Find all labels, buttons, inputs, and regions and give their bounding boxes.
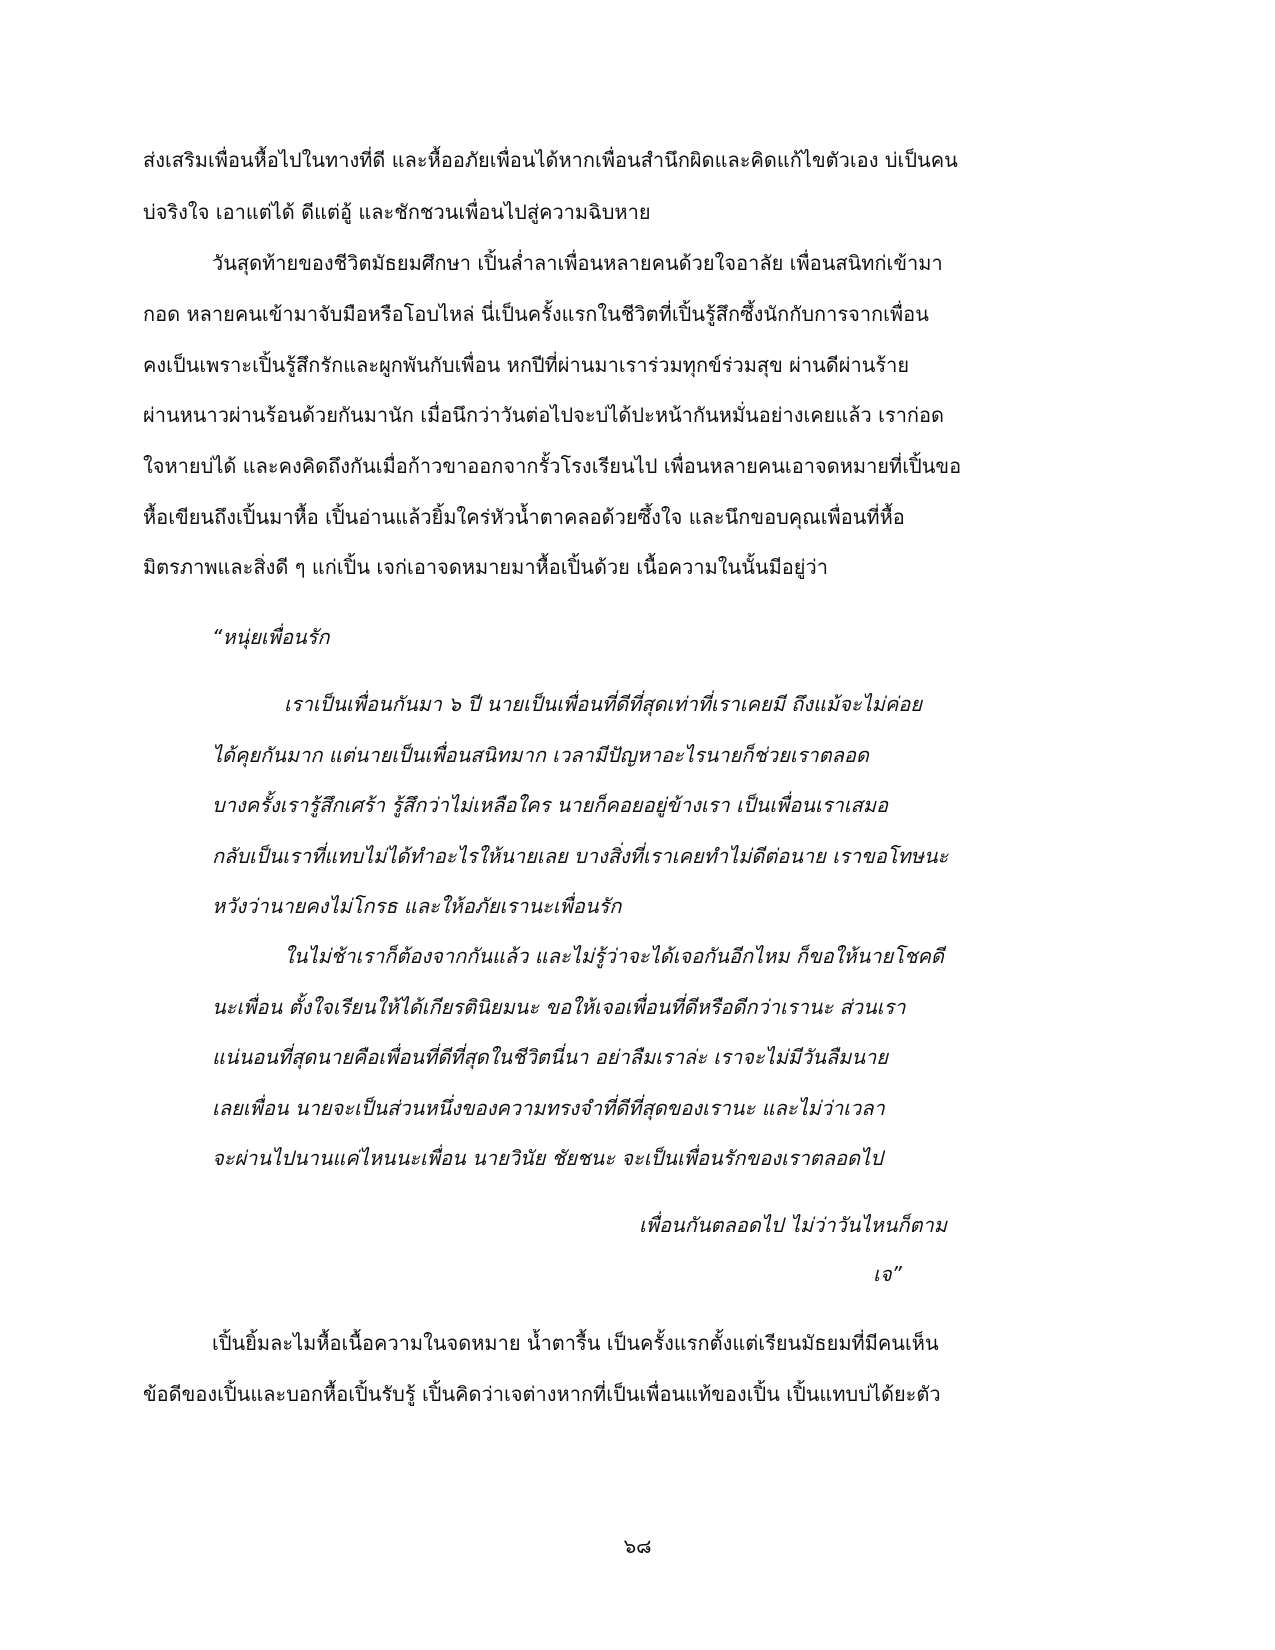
letter-line: กลับเป็นเราที่แทบไม่ได้ทำอะไรให้นายเลย บางสิ่งที่เราเคยทำไม่ดีต่อนาย เราขอโทษนะ <box>212 844 949 868</box>
body-line: ผ่านหนาวผ่านร้อนด้วยกันมานัก เมื่อนึกว่าวันต่อไปจะบ่ได้ปะหน้ากันหมั่นอย่างเคยแล้ว เราก่อด <box>143 403 945 427</box>
letter-line: เราเป็นเพื่อนกันมา ๖ ปี นายเป็นเพื่อนที่ดีที่สุดเท่าที่เราเคยมี ถึงแม้จะไม่ค่อย <box>284 692 922 716</box>
body-line: บ่จริงใจ เอาแต่ได้ ดีแต่อู้ และชักชวนเพื่อนไปสู่ความฉิบหาย <box>143 200 651 224</box>
body-line: กอด หลายคนเข้ามาจับมือหรือโอบไหล่ นี่เป็นครั้งแรกในชีวิตที่เปิ้นรู้สึกซึ้งนักกับการจากเพื่อน <box>143 302 929 326</box>
letter-line: เลยเพื่อน นายจะเป็นส่วนหนึ่งของความทรงจำที่ดีที่สุดของเรานะ และไม่ว่าเวลา <box>212 1096 885 1120</box>
letter-signature: เจ” <box>873 1262 902 1286</box>
letter-line: แน่นอนที่สุดนายคือเพื่อนที่ดีที่สุดในชีวิตนี่นา อย่าลืมเราล่ะ เราจะไม่มีวันลืมนาย <box>212 1045 888 1069</box>
body-line: ส่งเสริมเพื่อนหื้อไปในทางที่ดี และหื้ออภัยเพื่อนได้หากเพื่อนสำนึกผิดและคิดแก้ไขตัวเอง บ่เป็นคน <box>143 148 958 172</box>
body-line: ข้อดีของเปิ้นและบอกหื้อเปิ้นรับรู้ เปิ้นคิดว่าเจต่างหากที่เป็นเพื่อนแท้ของเปิ้น เปิ้นแทบบ่ได้ยะตัว <box>143 1382 941 1406</box>
letter-line: ในไม่ช้าเราก็ต้องจากกันแล้ว และไม่รู้ว่าจะได้เจอกันอีกไหม ก็ขอให้นายโชคดี <box>284 944 944 968</box>
letter-line: จะผ่านไปนานแค่ไหนนะเพื่อน นายวินัย ชัยชนะ จะเป็นเพื่อนรักของเราตลอดไป <box>212 1146 883 1170</box>
body-line: เปิ้นยิ้มละไมหื้อเนื้อความในจดหมาย น้ำตารื้น เป็นครั้งแรกตั้งแต่เรียนมัธยมที่มีคนเห็น <box>212 1331 939 1355</box>
letter-closing: เพื่อนกันตลอดไป ไม่ว่าวันไหนก็ตาม <box>639 1213 947 1237</box>
page-number: ๖๘ <box>623 1534 652 1558</box>
body-line: ใจหายบ่ได้ และคงคิดถึงกันเมื่อก้าวขาออกจากรั้วโรงเรียนไป เพื่อนหลายคนเอาจดหมายที่เปิ้นขอ <box>143 454 962 478</box>
body-line: วันสุดท้ายของชีวิตมัธยมศึกษา เปิ้นล่ำลาเพื่อนหลายคนด้วยใจอาลัย เพื่อนสนิทก่เข้ามา <box>212 251 943 275</box>
letter-line: นะเพื่อน ตั้งใจเรียนให้ได้เกียรตินิยมนะ ขอให้เจอเพื่อนที่ดีหรือดีกว่าเรานะ ส่วนเรา <box>212 995 906 1019</box>
body-line: คงเป็นเพราะเปิ้นรู้สึกรักและผูกพันกับเพื่อน หกปีที่ผ่านมาเราร่วมทุกข์ร่วมสุข ผ่านดีผ่านร้าย <box>143 353 910 377</box>
body-line: มิตรภาพและสิ่งดี ๆ แก่เปิ้น เจก่เอาจดหมายมาหื้อเปิ้นด้วย เนื้อความในนั้นมีอยู่ว่า <box>143 555 828 579</box>
letter-salutation: “หนุ่ยเพื่อนรัก <box>212 625 330 649</box>
body-line: หื้อเขียนถึงเปิ้นมาหื้อ เปิ้นอ่านแล้วยิ้มใคร่หัวน้ำตาคลอด้วยซึ้งใจ และนึกขอบคุณเพื่อนที่หื้อ <box>143 505 905 529</box>
letter-line: หวังว่านายคงไม่โกรธ และให้อภัยเรานะเพื่อนรัก <box>212 894 622 918</box>
letter-line: ได้คุยกันมาก แต่นายเป็นเพื่อนสนิทมาก เวลามีปัญหาอะไรนายก็ช่วยเราตลอด <box>212 743 869 767</box>
letter-line: บางครั้งเรารู้สึกเศร้า รู้สึกว่าไม่เหลือใคร นายก็คอยอยู่ข้างเรา เป็นเพื่อนเราเสมอ <box>212 793 888 817</box>
